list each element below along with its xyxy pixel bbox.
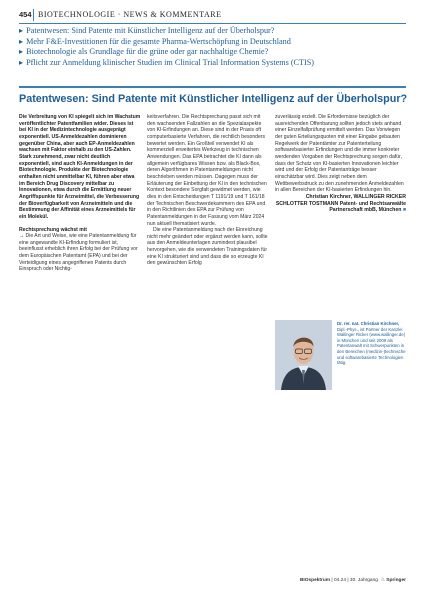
article-lead: Die Verbreitung von KI spiegelt sich im Wachstum veröffentlichter Patentfamilien wider. Dieses ist bei KI in der Medizintechnologie ausgeprägt exponentiell. US-Anmeldezahlen dominieren gegenüber China, aber auch EP-Anmeldezahlen wachsen mit Faktor einhalb zu den US-Zahlen. Stark zunehmend, zwar nicht deutlich exponentiell, sind auch KI-Anmeldungen in der Biotechnologie. Produkte der Biotechnologie enthalten nicht unmittelbar KI, führen aber etwa im Bereich Drug Discovery mittelbar zu Innovationen, etwa durch die Ermittlung neuer Angriffspunkte für Arzneimittel, die Verbesserung der Bioverfügbarkeit von Arzneimitteln und die Bestimmung der Affinität eines Arzneimittels für ein Molekül. [19, 114, 141, 220]
issue: 04.24 [333, 578, 346, 583]
body-paragraph: zuverlässig erzielt. Die Erfordernisse bezüglich der ausreichenden Offenbarung sollten jedoch stets anhand einer Einzelfallprüfung ermittelt werden. Das Vorwiegen der guten Erteilungsquoten mit einer Eingabe gebauten Regelwerk der Patentämter zur Patenterteilung softwarebasierter Erfindungen und die immer konkreter werdenden Vorgaben der Rechtsprechung sorgen dafür, dass der Schutz von KI-basierten Innovationen leichter wird und der Erfolg der Patentanträge besser einschätzbar wird. Dies zeigt neben dem Wettbewerbsdruck zu den zunehmenden Anmeldezahlen in allen Bereichen der KI-basierten Erfindungen hin. [275, 114, 404, 194]
arrow-icon: ▸ [19, 57, 24, 67]
end-mark-icon: ■ [402, 207, 406, 214]
arrow-icon: ▸ [19, 47, 24, 57]
toc-item[interactable]: ▸ Biotechnologie als Grundlage für die grüne oder gar nachhaltige Chemie? [19, 47, 269, 57]
springer-logo-icon: ♘ [380, 578, 385, 583]
arrow-icon: ▸ [19, 26, 24, 35]
subheading: Rechtsprechung wächst mit [19, 226, 87, 233]
header-divider [33, 9, 34, 21]
publisher: Springer [386, 578, 406, 583]
caption-name: Dr. rer. nat. Christian Kirchner, [337, 321, 400, 326]
author-photo [275, 320, 332, 390]
article-column-1 [19, 114, 141, 273]
portrait-image [275, 320, 332, 390]
page-number: 454 [19, 10, 32, 19]
article-column-2 [147, 114, 269, 267]
article-column-3 [275, 114, 406, 214]
volume: 30. Jahrgang [349, 578, 378, 583]
body-paragraph: Die eine Patentanmeldung nach der Einreichung nicht mehr geändert oder ergänzt werden kann, sollte aus den Anmeldeunterlagen zumindest plausibel hervorgehen, wie die verwendeten Trainingsdaten für eine KI strukturiert sind und dass die so erzeugte KI den gewünschten Erfolg [147, 227, 268, 267]
caption-body: Dipl.-Phys., ist Partner der Kanzlei Wallinger Ricker (www.wallinger.de) in München und seit 2009 als Patentanwalt mit Schwerpunkten in den Bereichen (medizin-)technische und softwarebasierte Technologien tätig. [337, 326, 406, 366]
page-footer: BIOspektrum | 04.24 | 30. Jahrgang ♘ Springer [299, 578, 406, 583]
running-header [19, 9, 406, 24]
arrow-icon: → [19, 233, 25, 240]
body-paragraph: → Die Art und Weise, wie eine Patentanmeldung für eine angewandte KI-Erfindung formuliert ist, beeinflusst erheblich ihren Erfolg bei der Prüfung vor dem Europäischen Patentamt (EPA) und bei der Verteidigung eines angegriffenen Patents durch Einspruch oder Nichtig- [19, 233, 138, 273]
table-of-contents [19, 26, 406, 68]
toc-item[interactable]: ▸ Mehr F&E-Investitionen für die gesamte Pharma-Wertschöpfung in Deutschland [19, 36, 291, 46]
divider [19, 86, 406, 88]
arrow-icon: ▸ [19, 36, 24, 46]
toc-item[interactable]: ▸ Pflicht zur Anmeldung klinischer Studien im Clinical Trial Information Systems (CTIS) [19, 57, 315, 67]
author-signature: Christian Kirchner, WALLINGER RICKER SCHLOTTER TOSTMANN Patent- und Rechtsanwälte Partnerschaft mbB, München ■ [275, 193, 406, 214]
toc-item[interactable]: ▸ Patentwesen: Sind Patente mit Künstlicher Intelligenz auf der Überholspur? [19, 26, 275, 35]
section-title: BIOTECHNOLOGIE · NEWS & KOMMENTARE [38, 10, 222, 19]
body-paragraph: keitsverfahren. Die Rechtsprechung passt sich mit den wachsenden Fallzahlen an die Spezialaspekte von KI-Erfindungen an. Diese sind in der Praxis oft computerbasierte Verfahren, die rechtlich besonders bewertet werden. Ein Großteil verwendet KI als kommerziell erweitertes Werkzeug in technischen Anwendungen. Das EPA betrachtet die KI dann als allgemein verfügbares Wissen bzw. als Black-Box, deren Algorithmen in Patentanmeldungen nicht beschrieben werden müssen. Dagegen muss der Erläuterung der Einbettung der KI in den technischen Kontext besondere Sorgfalt gewidmet werden, wie dies in den Entscheidungen T 1191/19 und T 161/18 der Technischen Beschwerdekammern des EPA und in den Richtlinien des EPA zur Prüfung von Patentanmeldungen in der Fassung vom März 2024 nun aktuell thematisiert wurde. [147, 114, 267, 227]
author-caption [337, 321, 407, 366]
article-title: Patentwesen: Sind Patente mit Künstlicher Intelligenz auf der Überholspur? [19, 93, 408, 105]
journal-name: BIOspektrum [299, 578, 331, 583]
